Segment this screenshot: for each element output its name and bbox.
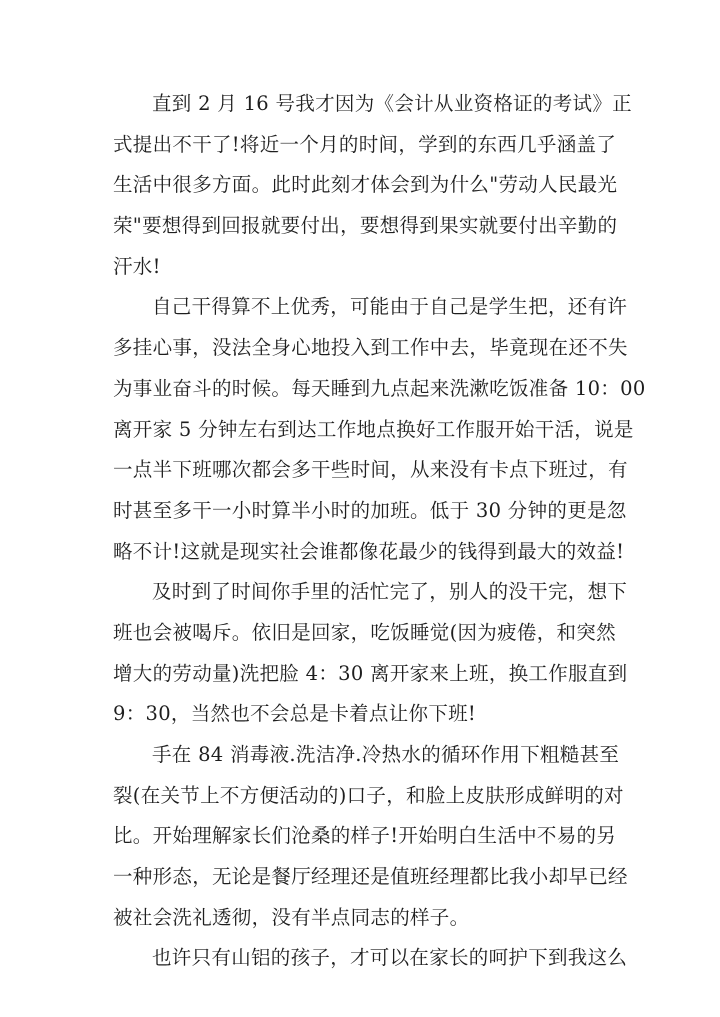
paragraph-4-line-4: 一种形态，无论是餐厅经理还是值班经理都比我小却早已经 [113,865,628,889]
paragraph-4-line-1: 手在 84 消毒液.洗洁净.冷热水的循环作用下粗糙甚至 [152,743,620,766]
paragraph-4-line-5: 被社会洗礼透彻，没有半点同志的样子。 [113,905,470,929]
paragraph-3-line-2: 班也会被喝斥。依旧是回家，吃饭睡觉(因为疲倦，和突然 [113,620,616,644]
paragraph-1-line-1: 直到 2 月 16 号我才因为《会计从业资格证的考试》正 [152,92,632,115]
paragraph-3-line-3: 增大的劳动量)洗把脸 4：30 离开家来上班，换工作服直到 [113,661,628,685]
paragraph-2-line-1: 自己干得算不上优秀，可能由于自己是学生把，还有许 [152,295,628,319]
paragraph-2-line-2: 多挂心事，没法全身心地投入到工作中去，毕竟现在还不失 [113,336,628,360]
paragraph-2-line-7: 略不计!这就是现实社会谁都像花最少的钱得到最大的效益! [113,539,625,563]
paragraph-4-line-3: 比。开始理解家长们沧桑的样子!开始明白生活中不易的另 [113,824,617,848]
paragraph-2-line-6: 时甚至多干一小时算半小时的加班。低于 30 分钟的更是忽 [113,498,627,522]
paragraph-2-line-3: 为事业奋斗的时候。每天睡到九点起来洗漱吃饭准备 10：00 [113,376,646,400]
paragraph-3-line-4: 9：30，当然也不会总是卡着点让你下班! [113,702,477,726]
document-body [113,84,646,979]
paragraph-1-line-4: 荣"要想得到回报就要付出，要想得到果实就要付出辛勤的 [113,214,618,238]
paragraph-2-line-5: 一点半下班哪次都会多干些时间，从来没有卡点下班过，有 [113,458,628,482]
paragraph-3-line-1: 及时到了时间你手里的活忙完了，别人的没干完，想下 [152,580,628,604]
paragraph-1-line-3: 生活中很多方面。此时此刻才体会到为什么"劳动人民最光 [113,173,618,197]
paragraph-5-line-1: 也许只有山铝的孩子，才可以在家长的呵护下到我这么 [152,946,628,970]
paragraph-2-line-4: 离开家 5 分钟左右到达工作地点换好工作服开始干活，说是 [113,417,634,441]
paragraph-1-line-5: 汗水! [113,254,161,278]
paragraph-1-line-2: 式提出不干了!将近一个月的时间，学到的东西几乎涵盖了 [113,132,617,156]
paragraph-4-line-2: 裂(在关节上不方便活动的)口子，和脸上皮肤形成鲜明的对 [113,783,624,807]
